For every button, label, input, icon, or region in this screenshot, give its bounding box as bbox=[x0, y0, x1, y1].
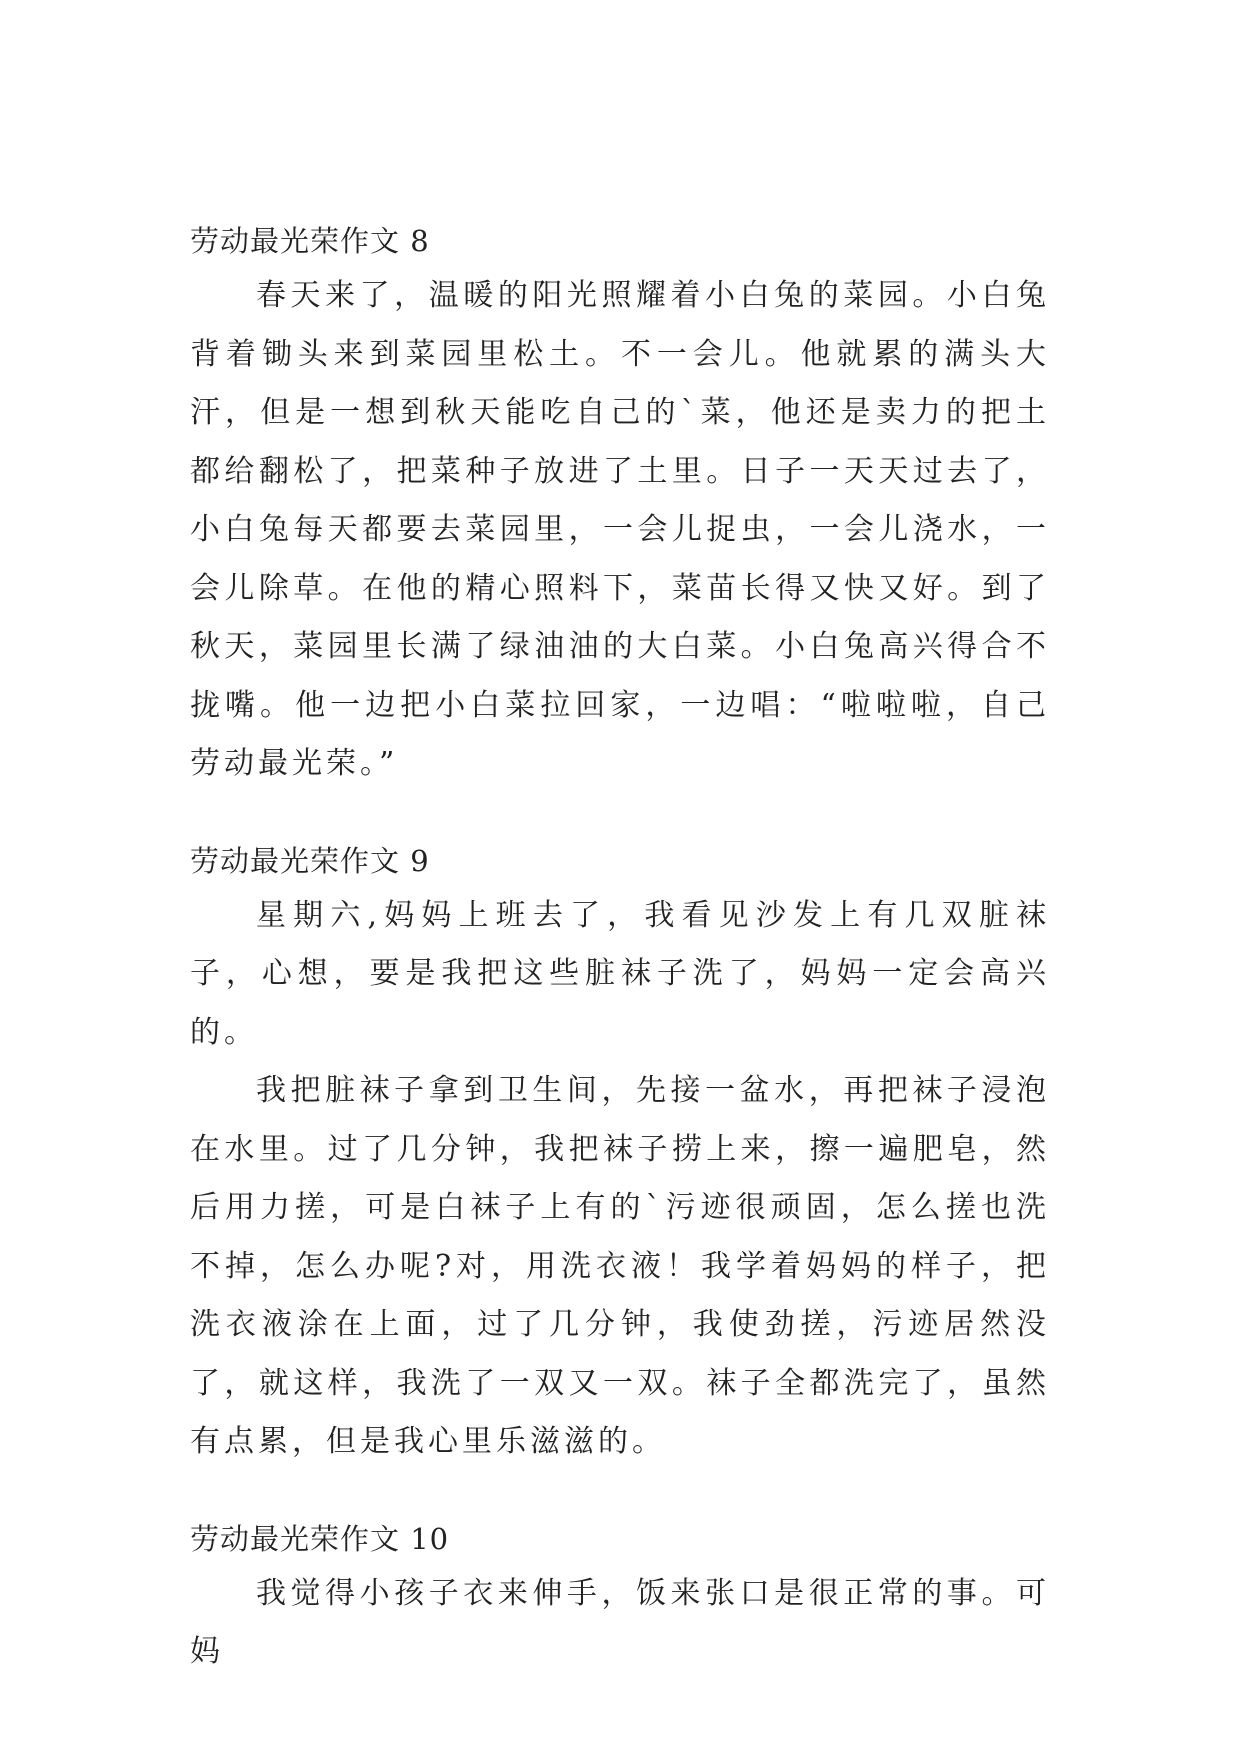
paragraph: 春天来了，温暖的阳光照耀着小白兔的菜园。小白兔背着锄头来到菜园里松土。不一会儿。他就累的满头大汗，但是一想到秋天能吃自己的`菜，他还是卖力的把土都给翻松了，把菜种子放进了土里。日子一天天过去了，小白兔每天都要去菜园里，一会儿捉虫，一会儿浇水，一会儿除草。在他的精心照料下，菜苗长得又快又好。到了秋天，菜园里长满了绿油油的大白菜。小白兔高兴得合不拢嘴。他一边把小白菜拉回家，一边唱：“啦啦啦，自己劳动最光荣。” bbox=[190, 278, 1050, 781]
section-heading: 劳动最光荣作文 8 bbox=[190, 224, 430, 258]
essay-section-10 bbox=[190, 1520, 1050, 1682]
section-heading: 劳动最光荣作文 10 bbox=[190, 1521, 450, 1556]
paragraph: 我把脏袜子拿到卫生间，先接一盆水，再把袜子浸泡在水里。过了几分钟，我把袜子捞上来，擦一遍肥皂，然后用力搓，可是白袜子上有的`污迹很顽固，怎么搓也洗不掉，怎么办呢?对，用洗衣液！我学着妈妈的样子，把洗衣液涂在上面，过了几分钟，我使劲搓，污迹居然没了，就这样，我洗了一双又一双。袜子全都洗完了，虽然有点累，但是我心里乐滋滋的。 bbox=[190, 1073, 1050, 1459]
paragraph: 星期六,妈妈上班去了，我看见沙发上有几双脏袜子，心想，要是我把这些脏袜子洗了，妈妈一定会高兴的。 bbox=[190, 897, 1050, 1050]
document-body bbox=[190, 222, 1050, 1682]
paragraph: 我觉得小孩子衣来伸手，饭来张口是很正常的事。可妈 bbox=[190, 1575, 1050, 1669]
essay-section-8 bbox=[190, 222, 1050, 794]
essay-section-9 bbox=[190, 842, 1050, 1472]
section-heading: 劳动最光荣作文 9 bbox=[190, 843, 430, 878]
